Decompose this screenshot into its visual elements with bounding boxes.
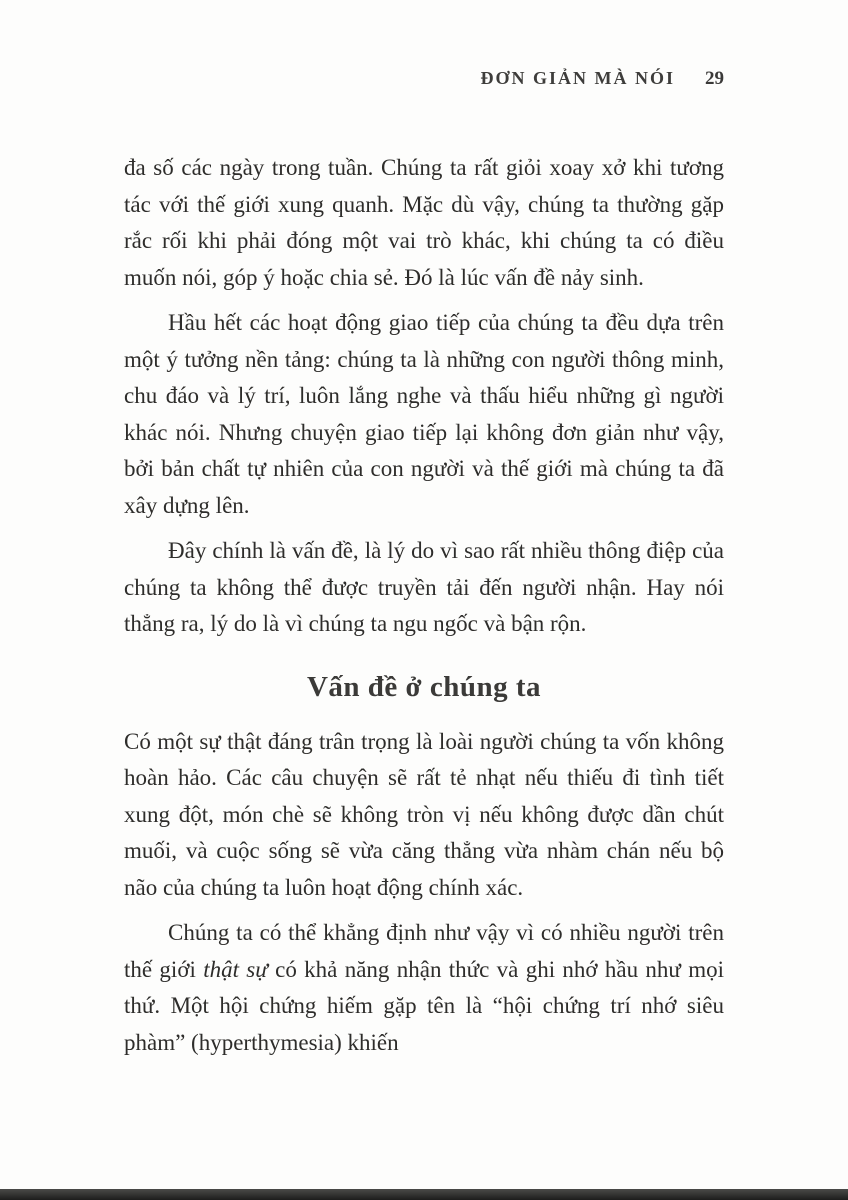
paragraph: Có một sự thật đáng trân trọng là loài người chúng ta vốn không hoàn hảo. Các câu chuyện sẽ rất tẻ nhạt nếu thiếu đi tình tiết xung đột, món chè sẽ không tròn vị nếu không được dần chút muối, và cuộc sống sẽ vừa căng thẳng vừa nhàm chán nếu bộ não của chúng ta luôn hoạt động chính xác. [124,728,724,900]
section-heading: Vấn đề ở chúng ta [306,670,542,703]
emphasized-text: thật sự [203,956,268,982]
paragraph-text: có khả năng nhận thức và ghi nhớ hầu như mọi thứ. Một hội chứng hiếm gặp tên là “hội chứng trí nhớ siêu phàm” (hyperthymesia) khiến [124,956,724,1055]
page-number: 29 [705,68,724,89]
paragraph-text: Chúng ta có thể khẳng định như vậy vì có nhiều người trên thế giới [124,920,724,982]
paragraph [124,915,724,1061]
paragraph: đa số các ngày trong tuần. Chúng ta rất giỏi xoay xở khi tương tác với thế giới xung quanh. Mặc dù vậy, chúng ta thường gặp rắc rối khi phải đóng một vai trò khác, khi chúng ta có điều muốn nói, góp ý hoặc chia sẻ. Đó là lúc vấn đề nảy sinh. [124,155,724,290]
scan-edge [0,1189,848,1200]
paragraph: Đây chính là vấn đề, là lý do vì sao rất nhiều thông điệp của chúng ta không thể được truyền tải đến người nhận. Hay nói thẳng ra, lý do là vì chúng ta ngu ngốc và bận rộn. [124,538,724,636]
text-block [124,150,724,1070]
running-header [124,68,724,90]
running-title: ĐƠN GIẢN MÀ NÓI [480,68,675,88]
paragraph: Hầu hết các hoạt động giao tiếp của chúng ta đều dựa trên một ý tưởng nền tảng: chúng ta là những con người thông minh, chu đáo và lý trí, luôn lắng nghe và thấu hiểu những gì người khác nói. Nhưng chuyện giao tiếp lại không đơn giản như vậy, bởi bản chất tự nhiên của con người và thế giới mà chúng ta đã xây dựng lên. [124,310,724,518]
